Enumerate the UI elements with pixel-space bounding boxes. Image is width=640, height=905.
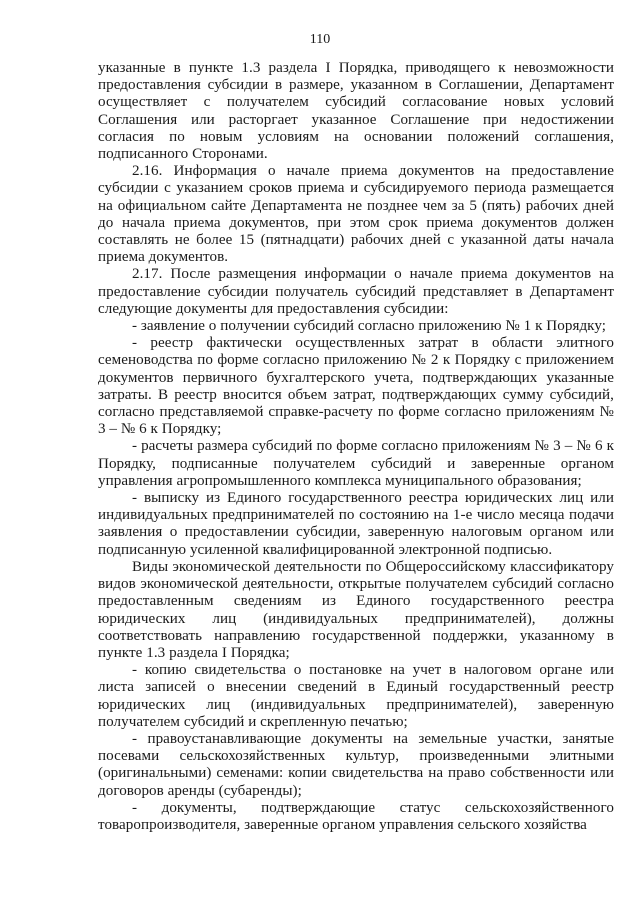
list-item-producer-status: - документы, подтверждающие статус сельскохозяйственного товаропроизводителя, заверенные органом управления сельского хозяйства	[98, 799, 614, 833]
page-number: 110	[309, 32, 331, 47]
document-body	[98, 60, 614, 834]
list-item-application: - заявление о получении субсидий согласно приложению № 1 к Порядку;	[132, 318, 606, 335]
list-item-subsidy-calculations: - расчеты размера субсидий по форме согласно приложениям № 3 – № 6 к Порядку, подписанные получателем субсидий и заверенные органом управления агропромышленного комплекса муниципального образования;	[98, 438, 614, 489]
paragraph-2-16: 2.16. Информация о начале приема документов на предоставление субсидии с указанием сроков приема и субсидируемого периода размещается на официальном сайте Департамента не позднее чем за 5 (пять) рабочих дней до начала приема документов, при этом срок приема документов должен составлять не более 15 (пятнадцати) рабочих дней с указанной даты начала приема документов.	[98, 163, 614, 266]
list-item-registry-extract: - выписку из Единого государственного реестра юридических лиц или индивидуальных предпринимателей по состоянию на 1-е число месяца подачи заявления о предоставлении субсидии, заверенную налоговым органом или подписанную усиленной квалифицированной электронной подписью.	[98, 490, 614, 558]
list-item-tax-certificate: - копию свидетельства о постановке на учет в налоговом органе или листа записей о внесении сведений в Единый государственный реестр юридических лиц (индивидуальных предпринимателей), заверенную получателем субсидий и скрепленную печатью;	[98, 662, 614, 730]
paragraph-continuation: указанные в пункте 1.3 раздела I Порядка, приводящего к невозможности предоставления субсидии в размере, указанном в Соглашении, Департамент осуществляет с получателем субсидий согласование новых условий Соглашения или расторгает указанное Соглашение при недостижении согласия по новым условиям на основании положений соглашения, подписанного Сторонами.	[98, 60, 614, 163]
list-item-land-documents: - правоустанавливающие документы на земельные участки, занятые посевами сельскохозяйственных культур, произведенными элитными (оригинальными) семенами: копии свидетельства на право собственности или договоров аренды (субаренды);	[98, 730, 614, 799]
list-item-cost-register: - реестр фактически осуществленных затрат в области элитного семеноводства по форме согласно приложению № 2 к Порядку с приложением документов первичного бухгалтерского учета, подтверждающих указанные затраты. В реестр вносится объем затрат, подтверждающих сумму субсидий, согласно представляемой справке-расчету по форме согласно приложениям № 3 – № 6 к Порядку;	[98, 335, 614, 438]
paragraph-2-17: 2.17. После размещения информации о начале приема документов на предоставление субсидии получатель субсидий представляет в Департамент следующие документы для предоставления субсидии:	[98, 266, 614, 317]
paragraph-activity-types: Виды экономической деятельности по Общероссийскому классификатору видов экономической деятельности, открытые получателем субсидий согласно предоставленным сведениям из Единого государственного реестра юридических лиц (индивидуальных предпринимателей), должны соответствовать направлению государственной поддержки, указанному в пункте 1.3 раздела I Порядка;	[98, 558, 614, 661]
